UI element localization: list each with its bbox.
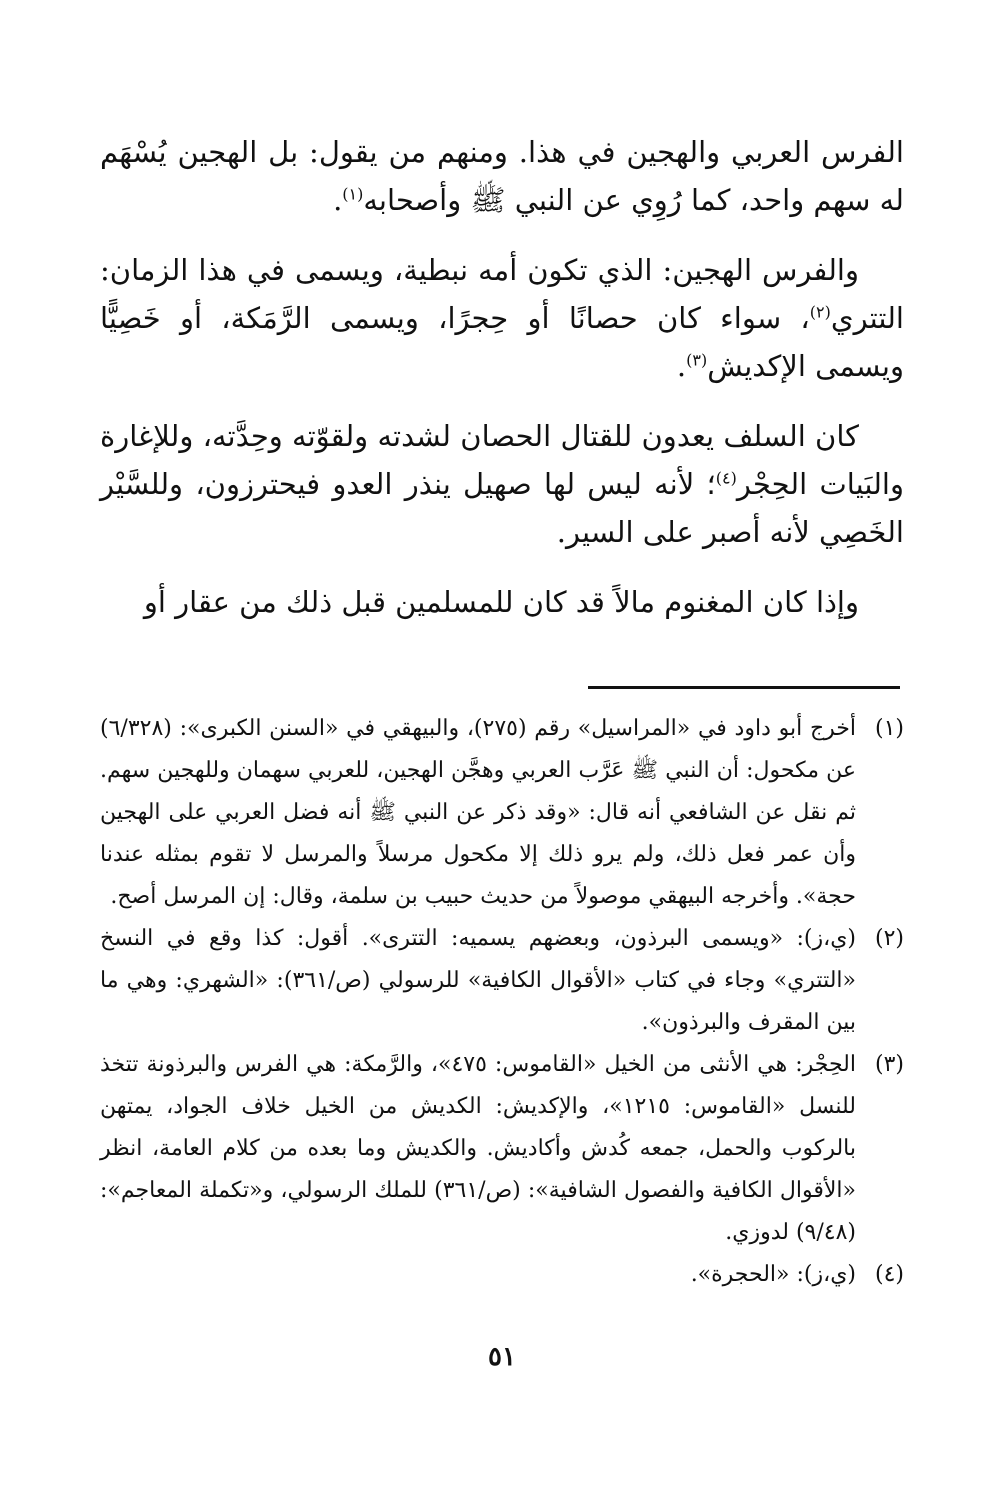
footnote-number: (١) [874, 716, 904, 741]
paragraph-2 [100, 246, 904, 390]
paragraph-2-end: . [676, 349, 687, 383]
paragraph-4 [100, 578, 904, 626]
paragraph-3 [100, 412, 904, 556]
paragraph-2-text-a: والفرس الهجين: الذي تكون أمه نبطية، ويسمى في هذا الزمان: التتري [100, 253, 904, 335]
footnote-1 [100, 708, 904, 918]
footnote-2 [100, 918, 904, 1044]
footnote-ref-3[interactable]: (٣) [686, 350, 708, 370]
paragraph-1 [100, 128, 904, 224]
main-text [100, 128, 904, 648]
footnote-number: (٢) [874, 926, 904, 951]
footnotes-section [100, 708, 904, 1296]
footnote-ref-1[interactable]: (١) [342, 184, 364, 204]
paragraph-2-text-b: ، سواء كان حصانًا أو حِجرًا، ويسمى الرَّمَكة، أو خَصِيًّا ويسمى الإكديش [100, 301, 904, 383]
page-number: ٥١ [488, 1342, 516, 1372]
footnote-text: (ي،ز): «ويسمى البرذون، وبعضهم يسميه: التترى». أقول: كذا وقع في النسخ «التتري» وجاء في كتاب «الأقوال الكافية» للرسولي (ص/٣٦١): «الشهري: وهي ما بين المقرف والبرذون». [100, 926, 856, 1035]
footnote-3 [100, 1044, 904, 1254]
footnote-ref-4[interactable]: (٤) [715, 468, 737, 488]
footnote-number: (٣) [874, 1052, 904, 1077]
paragraph-3-text-a: كان السلف يعدون للقتال الحصان لشدته ولقوّته وحِدَّته، وللإغارة والبَيات الحِجْر [100, 419, 904, 501]
paragraph-3-text-b: ؛ لأنه ليس لها صهيل ينذر العدو فيحترزون، وللسَّيْر الخَصِي لأنه أصبر على السير. [100, 467, 904, 549]
footnote-text: (ي،ز): «الحجرة». [690, 1262, 856, 1287]
footnote-ref-2[interactable]: (٢) [809, 302, 831, 322]
paragraph-1-end: . [333, 183, 343, 217]
footnote-4 [100, 1254, 904, 1296]
footnote-text: أخرج أبو داود في «المراسيل» رقم (٢٧٥)، والبيهقي في «السنن الكبرى»: (٦/٣٢٨) عن مكحول: أن النبي ﷺ عَرَّب العربي وهجَّن الهجين، للعربي سهمان وللهجين سهم. ثم نقل عن الشافعي أنه قال: «وقد ذكر عن النبي ﷺ أنه فضل العربي على الهجين وأن عمر فعل ذلك، ولم يرو ذلك إلا مكحول مرسلاً والمرسل لا تقوم بمثله عندنا حجة». وأخرجه البيهقي موصولاً من حديث حبيب بن سلمة، وقال: إن المرسل أصح. [100, 716, 856, 909]
footnote-number: (٤) [874, 1262, 904, 1287]
footnote-divider [588, 686, 900, 689]
footnote-text: الحِجْر: هي الأنثى من الخيل «القاموس: ٤٧٥»، والرَّمكة: هي الفرس والبرذونة تتخذ للنسل «القاموس: ١٢١٥»، والإكديش: الكديش من الخيل خلاف الجواد، يمتهن بالركوب والحمل، جمعه كُدش وأكاديش. والكديش وما بعده من كلام العامة، انظر «الأقوال الكافية والفصول الشافية»: (ص/٣٦١) للملك الرسولي، و«تكملة المعاجم»: (٩/٤٨) لدوزي. [100, 1052, 856, 1245]
paragraph-4-text: وإذا كان المغنوم مالاً قد كان للمسلمين قبل ذلك من عقار أو [143, 585, 859, 619]
paragraph-1-text: الفرس العربي والهجين في هذا. ومنهم من يقول: بل الهجين يُسْهَم له سهم واحد، كما رُوِي عن النبي ﷺ وأصحابه [100, 135, 904, 217]
